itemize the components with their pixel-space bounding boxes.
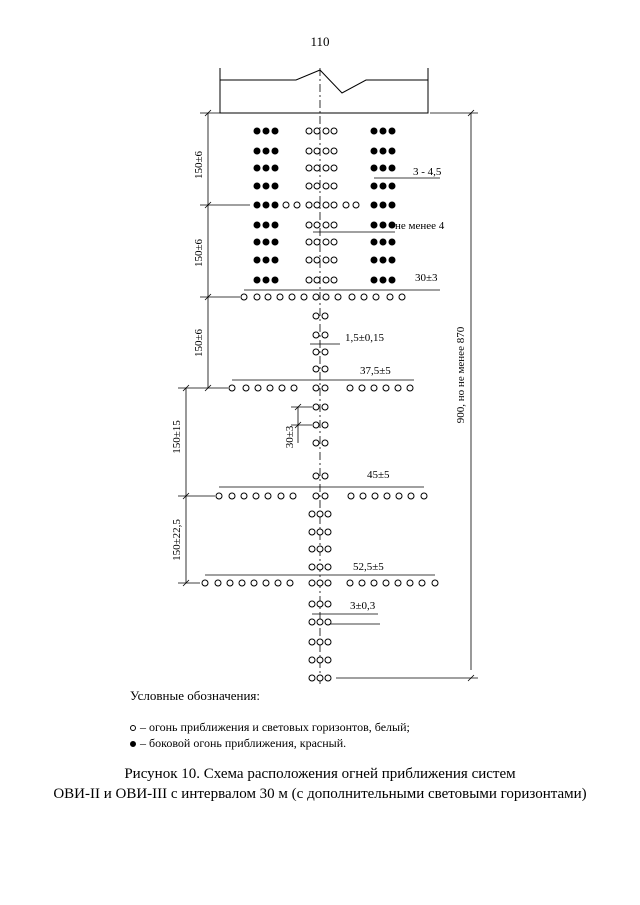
crossbar-light [279,385,285,391]
red-side-light [389,202,395,208]
red-side-light [254,183,260,189]
centerline-triple-light [309,564,315,570]
crossbar-light [361,294,367,300]
red-side-light [254,222,260,228]
red-side-light [263,277,269,283]
red-side-light [389,165,395,171]
red-side-light [254,239,260,245]
centerline-light [306,222,312,228]
centerline-pair-light [313,366,319,372]
crossbar-light [383,580,389,586]
red-side-light [263,148,269,154]
centerline-light [314,277,320,283]
red-side-light [389,128,395,134]
centerline-triple-light [309,675,315,681]
red-side-light [380,128,386,134]
dim-seg2-label: 150±6 [193,238,205,268]
centerline-triple-light [309,601,315,607]
dim-seg1-label: 150±6 [193,150,205,180]
crossbar-light [216,493,222,499]
red-side-light [380,183,386,189]
centerline-light [323,148,329,154]
red-side-light [380,239,386,245]
centerline-triple-light [317,601,323,607]
red-side-light [272,239,278,245]
centerline-triple-light [325,546,331,552]
crossbar-light [229,493,235,499]
red-side-light [272,128,278,134]
crossbar-light [349,294,355,300]
centerline-light [314,165,320,171]
horizon-light [306,202,312,208]
centerline-pair-light [322,440,328,446]
centerline-triple-light [325,601,331,607]
crossbar-light [347,385,353,391]
crossbar-light [289,294,295,300]
centerline-light [314,222,320,228]
figure-caption-line1: Рисунок 10. Схема расположения огней приближения систем [124,766,516,782]
crossbar-light [371,580,377,586]
centerline-light [323,257,329,263]
red-side-light [254,128,260,134]
centerline-pair-light [322,313,328,319]
horizon-light [343,202,349,208]
dim-total-label: 900, но не менее 870 [455,326,467,424]
crossbar-light [373,294,379,300]
page-number: 110 [310,34,330,49]
crossbar-light [359,385,365,391]
centerline-light [306,148,312,154]
crossbar-light [267,385,273,391]
centerline-triple-light [317,580,323,586]
red-side-light [263,183,269,189]
red-side-light [389,183,395,189]
red-side-light [371,222,377,228]
crossbar-light [255,385,261,391]
dim-side-spacing-label: 3 - 4,5 [413,166,442,178]
centerline-pair-light [322,366,328,372]
centerline-triple-light [317,675,323,681]
red-side-light [254,148,260,154]
red-side-light [371,277,377,283]
dim-pair-spacing-label: 1,5±0,15 [345,332,385,344]
centerline-pair-light [313,332,319,338]
horizon-light [314,202,320,208]
centerline-light [331,277,337,283]
centerline-triple-light [309,639,315,645]
crossbar-light [275,580,281,586]
centerline-light [314,239,320,245]
legend-item-white-text: – огонь приближения и световых горизонтов, белый; [140,720,410,734]
crossbar-light [265,294,271,300]
centerline-triple-light [309,511,315,517]
centerline-light [323,239,329,245]
centerline-pair-light [313,473,319,479]
centerline-light [314,257,320,263]
crossbar-light [287,580,293,586]
horizon-light [283,202,289,208]
filled-circle-icon [130,741,136,747]
crossbar-light [215,580,221,586]
red-side-light [371,128,377,134]
horizon-light [331,202,337,208]
crossbar-light [277,294,283,300]
horizon-light [323,202,329,208]
crossbar-light [265,493,271,499]
dim-not-less-4-label: не менее 4 [395,220,445,232]
centerline-light [314,148,320,154]
crossbar-light [387,294,393,300]
legend-title: Условные обозначения: [130,688,261,703]
red-side-light [380,202,386,208]
red-side-light [389,148,395,154]
figure-caption-line2: ОВИ-II и ОВИ-III с интервалом 30 м (с дополнительными световыми горизонтами) [53,786,587,802]
crossbar-light [335,294,341,300]
red-side-light [389,277,395,283]
red-side-light [272,257,278,263]
crossbar-light [241,493,247,499]
centerline-pair-light [313,493,319,499]
crossbar-light [384,493,390,499]
crossbar-light [399,294,405,300]
red-side-light [371,148,377,154]
centerline-light [331,128,337,134]
centerline-triple-light [317,657,323,663]
crossbar-light [407,580,413,586]
red-side-light [263,165,269,171]
crossbar-light [408,493,414,499]
centerline-pair-light [322,385,328,391]
crossbar-light [313,294,319,300]
red-side-light [254,202,260,208]
runway-end [220,68,428,113]
crossbar-light [407,385,413,391]
centerline-light [323,165,329,171]
centerline-light [323,222,329,228]
centerline-light [331,222,337,228]
centerline-triple-light [309,529,315,535]
centerline-triple-light [317,639,323,645]
horizon-light [294,202,300,208]
dimension-lines [178,110,478,681]
dim-triple-spacing-label: 3±0,3 [350,600,376,612]
red-side-light [389,239,395,245]
centerline-triple-light [325,657,331,663]
red-side-light [371,183,377,189]
centerline-triple-light [317,546,323,552]
centerline-triple-light [309,580,315,586]
red-side-light [380,277,386,283]
crossbar-light [396,493,402,499]
red-side-light [272,277,278,283]
crossbar-light [202,580,208,586]
centerline-triple-light [325,564,331,570]
crossbar-light [395,385,401,391]
crossbar-light [395,580,401,586]
crossbar-light [227,580,233,586]
centerline-pair-light [322,349,328,355]
centerline-triple-light [325,639,331,645]
red-side-light [272,165,278,171]
red-side-light [272,202,278,208]
horizon-light [353,202,359,208]
dim-sub30-label: 30±3 [284,425,296,449]
centerline-light [306,277,312,283]
red-side-light [263,128,269,134]
red-side-light [389,257,395,263]
red-side-light [254,165,260,171]
centerline-pair-light [322,422,328,428]
centerline-light [306,128,312,134]
open-circle-icon [130,725,136,731]
centerline-light [331,183,337,189]
centerline-triple-light [317,564,323,570]
red-side-light [272,183,278,189]
centerline-pair-light [322,404,328,410]
centerline-pair-light [322,332,328,338]
centerline-triple-light [325,675,331,681]
legend-item-red-text: – боковой огонь приближения, красный. [140,736,347,750]
centerline-light [306,239,312,245]
crossbar-light [419,580,425,586]
centerline-light [314,128,320,134]
crossbar-light [254,294,260,300]
red-side-light [254,277,260,283]
dim-seg4-label: 150±15 [171,420,183,454]
centerline-triple-light [317,619,323,625]
centerline-triple-light [317,511,323,517]
crossbar-light [263,580,269,586]
red-side-light [254,257,260,263]
dim-crossbar3-label: 45±5 [367,469,390,481]
crossbar-light [243,385,249,391]
crossbar-light [372,493,378,499]
centerline-triple-light [325,529,331,535]
crossbar-light [371,385,377,391]
crossbar-light [421,493,427,499]
centerline-triple-light [325,580,331,586]
centerline-light [306,165,312,171]
centerline-pair-light [313,313,319,319]
centerline-pair-light [313,385,319,391]
red-side-light [380,148,386,154]
crossbar-light [432,580,438,586]
centerline-light [323,183,329,189]
crossbar-light [383,385,389,391]
red-side-light [263,239,269,245]
centerline-light [331,239,337,245]
crossbar-light [323,294,329,300]
crossbar-light [347,580,353,586]
centerline-triple-light [309,657,315,663]
dim-seg3-label: 150±6 [193,328,205,358]
red-side-light [371,202,377,208]
centerline-light [306,257,312,263]
centerline-pair-light [313,349,319,355]
crossbar-light [239,580,245,586]
centerline-triple-light [325,511,331,517]
centerline-light [331,165,337,171]
red-side-light [263,202,269,208]
legend-item-white [130,720,410,735]
dim-seg5-label: 150±22,5 [171,519,183,561]
centerline-pair-light [322,473,328,479]
crossbar-light [360,493,366,499]
centerline-light [323,277,329,283]
red-side-light [380,165,386,171]
dim-crossbar4-label: 52,5±5 [353,561,384,573]
centerline-light [323,128,329,134]
crossbar-light [229,385,235,391]
red-side-light [272,222,278,228]
legend-item-red [130,736,346,751]
red-side-light [272,148,278,154]
centerline-pair-light [322,493,328,499]
centerline-pair-light [313,440,319,446]
centerline-triple-light [309,619,315,625]
centerline-triple-light [309,546,315,552]
crossbar-light [301,294,307,300]
dim-crossbar1-label: 30±3 [415,272,438,284]
crossbar-light [251,580,257,586]
crossbar-light [359,580,365,586]
crossbar-light [291,385,297,391]
centerline-light [314,183,320,189]
centerline-pair-light [313,404,319,410]
centerline-light [331,257,337,263]
red-side-light [263,222,269,228]
centerline-pair-light [313,422,319,428]
crossbar-light [253,493,259,499]
centerline-triple-light [317,529,323,535]
centerline-light [306,183,312,189]
dim-crossbar2-label: 37,5±5 [360,365,391,377]
red-side-light [371,239,377,245]
crossbar-light [278,493,284,499]
red-side-light [380,257,386,263]
red-side-light [371,165,377,171]
red-side-light [263,257,269,263]
crossbar-light [348,493,354,499]
crossbar-light [241,294,247,300]
red-side-light [380,222,386,228]
crossbar-light [290,493,296,499]
centerline-light [331,148,337,154]
red-side-light [371,257,377,263]
